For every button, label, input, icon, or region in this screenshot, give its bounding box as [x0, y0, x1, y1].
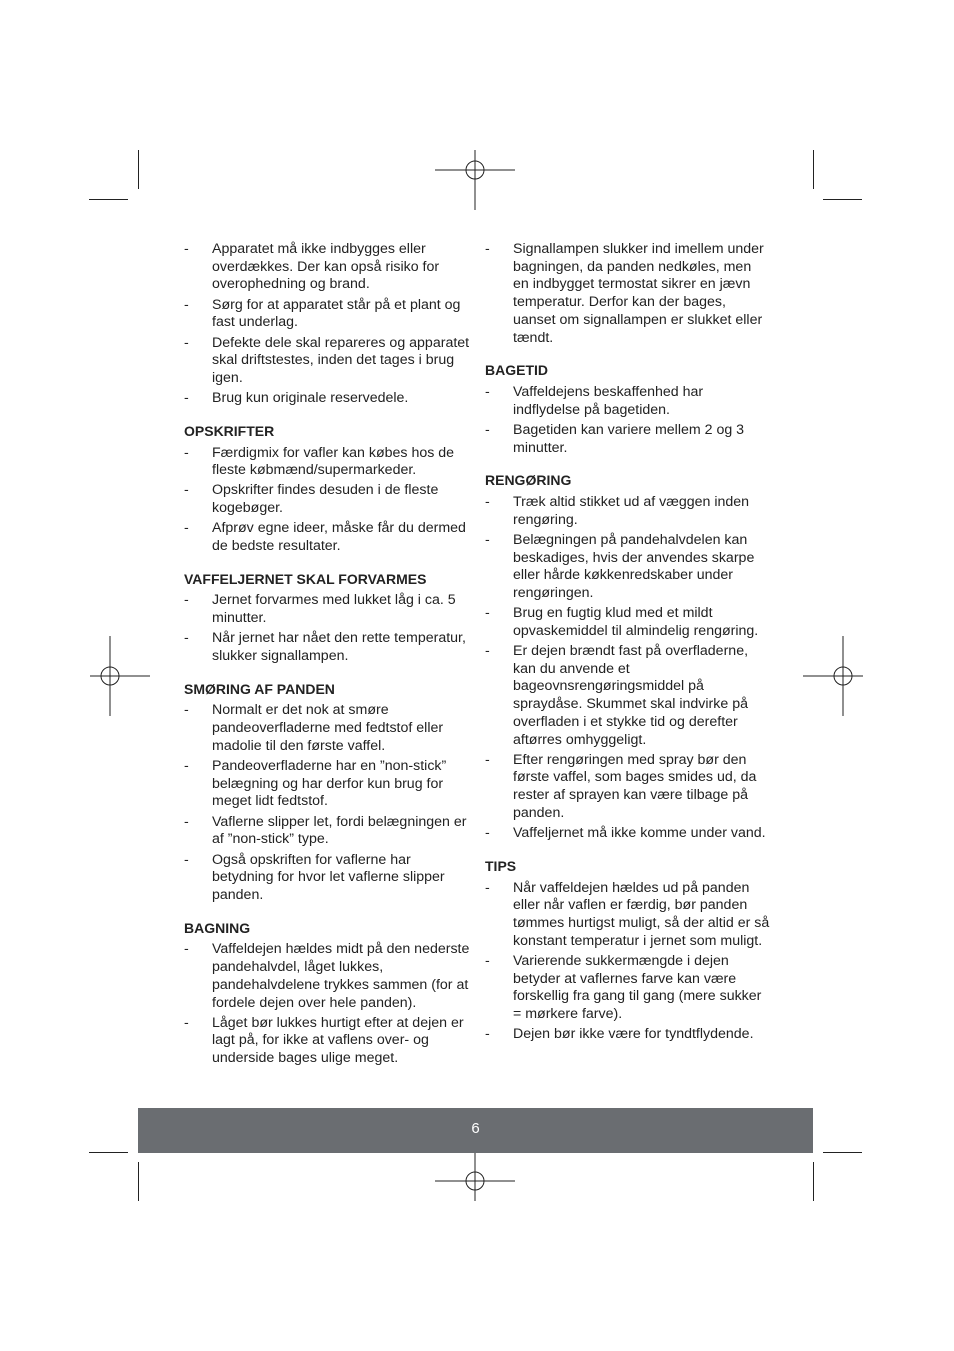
dash-bullet-icon: -: [485, 493, 490, 510]
list-item-text: Når jernet har nået den rette temperatur, slukker signallampen.: [212, 630, 466, 665]
list-item: [485, 643, 770, 749]
list-item-text: Sørg for at apparatet står på et plant og fast underlag.: [212, 296, 461, 331]
list-item: [184, 445, 474, 480]
list-item: [184, 702, 474, 755]
list-item-text: Låget bør lukkes hurtigt efter at dejen er lagt på, for ikke at vaflens over- og underside bages ulige meget.: [212, 1014, 464, 1067]
bullet-list: [184, 941, 474, 1067]
dash-bullet-icon: -: [184, 1014, 189, 1031]
section: [485, 241, 770, 347]
list-item: [184, 482, 474, 517]
list-item-text: Apparatet må ikke indbygges eller overdækkes. Der kan opså risiko for overophedning og brand.: [212, 241, 440, 293]
bullet-list: [184, 445, 474, 556]
dash-bullet-icon: -: [485, 643, 490, 660]
list-item-text: Efter rengøringen med spray bør den første vaffel, som bages smides ud, da rester af sprayen kan være tilbage på panden.: [513, 751, 757, 821]
left-column: [184, 241, 474, 1083]
dash-bullet-icon: -: [184, 296, 189, 313]
page-footer: [138, 1108, 813, 1153]
dash-bullet-icon: -: [485, 1026, 490, 1043]
registration-mark-icon: [435, 1141, 515, 1221]
list-item-text: Pandeoverfladerne har en ”non-stick” belægning og har derfor kun brug for meget lidt fedtstof.: [212, 758, 447, 810]
list-item-text: Varierende sukkermængde i dejen betyder at vaflernes farve kan være forskellig fra gang til gang (mere sukker = mørkere farve).: [513, 952, 762, 1022]
crop-mark: [823, 1152, 862, 1153]
section-heading: OPSKRIFTER: [184, 422, 275, 439]
list-item-text: Bagetiden kan variere mellem 2 og 3 minutter.: [513, 421, 745, 456]
dash-bullet-icon: -: [485, 531, 490, 548]
list-item: [485, 605, 770, 640]
list-item: [485, 422, 770, 457]
list-item: [485, 752, 770, 823]
crop-mark: [138, 1162, 139, 1201]
list-item: [184, 852, 474, 905]
list-item-text: Vaflerne slipper let, fordi belægningen er af ”non-stick” type.: [212, 813, 467, 848]
registration-mark-icon: [803, 636, 883, 716]
section: [485, 472, 770, 843]
registration-mark-icon: [435, 130, 515, 210]
dash-bullet-icon: -: [485, 421, 490, 438]
list-item-text: Træk altid stikket ud af væggen inden rengøring.: [513, 493, 750, 528]
dash-bullet-icon: -: [184, 851, 189, 868]
dash-bullet-icon: -: [184, 702, 189, 719]
section: [485, 858, 770, 1044]
page-number: 6: [471, 1120, 480, 1137]
list-item-text: Belægningen på pandehalvdelen kan beskadiges, hvis der anvendes skarpe eller hårde køkkenredskaber under rengøringen.: [513, 531, 755, 601]
list-item-text: Også opskriften for vaflerne har betydning for hvor let vaflerne slipper panden.: [212, 851, 445, 903]
right-column: [485, 241, 770, 1059]
list-item-text: Afprøv egne ideer, måske får du dermed de bedste resultater.: [212, 520, 466, 555]
list-item-text: Signallampen slukker ind imellem under bagningen, da panden nedkøles, men en indbygget termostat sikrer en jævn temperatur. Derfor kan der bages, uanset om signallampen er slukket eller tændt.: [513, 241, 764, 346]
section-heading: RENGØRING: [485, 472, 572, 489]
list-item-text: Brug kun originale reservedele.: [212, 390, 409, 407]
dash-bullet-icon: -: [184, 813, 189, 830]
list-item: [485, 825, 770, 843]
section: [184, 571, 474, 666]
dash-bullet-icon: -: [184, 482, 189, 499]
section-heading: SMØRING AF PANDEN: [184, 680, 335, 697]
dash-bullet-icon: -: [184, 444, 189, 461]
list-item: [184, 335, 474, 388]
dash-bullet-icon: -: [184, 334, 189, 351]
list-item: [485, 1026, 770, 1044]
crop-mark: [89, 1152, 128, 1153]
dash-bullet-icon: -: [184, 592, 189, 609]
crop-mark: [823, 199, 862, 200]
dash-bullet-icon: -: [184, 390, 189, 407]
dash-bullet-icon: -: [485, 825, 490, 842]
list-item: [485, 241, 770, 347]
dash-bullet-icon: -: [184, 758, 189, 775]
bullet-list: [485, 494, 770, 843]
dash-bullet-icon: -: [485, 383, 490, 400]
section: [485, 362, 770, 457]
dash-bullet-icon: -: [485, 952, 490, 969]
bullet-list: [485, 384, 770, 457]
list-item: [485, 494, 770, 529]
bullet-list: [184, 592, 474, 665]
list-item-text: Jernet forvarmes med lukket låg i ca. 5 minutter.: [212, 592, 456, 627]
list-item: [184, 390, 474, 408]
section-heading: VAFFELJERNET SKAL FORVARMES: [184, 570, 427, 587]
crop-mark: [813, 1162, 814, 1201]
dash-bullet-icon: -: [485, 879, 490, 896]
bullet-list: [485, 880, 770, 1044]
list-item: [485, 532, 770, 603]
list-item: [485, 384, 770, 419]
list-item-text: Dejen bør ikke være for tyndtflydende.: [513, 1026, 754, 1043]
section-heading: BAGETID: [485, 362, 548, 379]
dash-bullet-icon: -: [485, 605, 490, 622]
list-item: [485, 953, 770, 1024]
list-item: [485, 880, 770, 951]
list-item: [184, 241, 474, 294]
list-item-text: Normalt er det nok at smøre pandeoverfladerne med fedtstof eller madolie til den første vaffel.: [212, 702, 444, 754]
list-item-text: Vaffeljernet må ikke komme under vand.: [513, 825, 766, 842]
list-item-text: Brug en fugtig klud med et mildt opvaskemiddel til almindelig rengøring.: [513, 605, 759, 639]
bullet-list: [184, 702, 474, 904]
section: [184, 681, 474, 905]
section: [184, 241, 474, 408]
crop-mark: [89, 199, 128, 200]
section: [184, 920, 474, 1068]
section: [184, 423, 474, 556]
crop-mark: [813, 150, 814, 189]
registration-mark-icon: [70, 636, 150, 716]
dash-bullet-icon: -: [184, 630, 189, 647]
list-item: [184, 520, 474, 555]
dash-bullet-icon: -: [485, 241, 490, 257]
bullet-list: [184, 241, 474, 408]
list-item-text: Vaffeldejens beskaffenhed har indflydelse på bagetiden.: [513, 383, 704, 418]
list-item: [184, 297, 474, 332]
list-item: [184, 1015, 474, 1068]
list-item-text: Færdigmix for vafler kan købes hos de fleste købmænd/supermarkeder.: [212, 444, 455, 479]
dash-bullet-icon: -: [184, 241, 189, 257]
list-item-text: Opskrifter findes desuden i de fleste kogebøger.: [212, 482, 439, 517]
section-heading: TIPS: [485, 857, 517, 874]
list-item-text: Er dejen brændt fast på overfladerne, kan du anvende et bageovnsrengøringsmiddel på spraydåse. Skummet skal indvirke på overfladen i et stykke tid og derefter aftørres omhyggeligt.: [513, 643, 749, 748]
list-item: [184, 592, 474, 627]
dash-bullet-icon: -: [184, 941, 189, 958]
list-item-text: Defekte dele skal repareres og apparatet skal driftstestes, inden det tages i brug igen.: [212, 334, 470, 386]
list-item: [184, 758, 474, 811]
list-item: [184, 814, 474, 849]
list-item: [184, 941, 474, 1012]
dash-bullet-icon: -: [184, 520, 189, 537]
list-item-text: Vaffeldejen hældes midt på den nederste pandehalvdel, låget lukkes, pandehalvdelene trykkes sammen (for at fordele dejen over hele panden).: [212, 941, 470, 1011]
list-item: [184, 630, 474, 665]
crop-mark: [138, 150, 139, 189]
bullet-list: [485, 241, 770, 347]
list-item-text: Når vaffeldejen hældes ud på panden eller når vaflen er færdig, bør panden tømmes hurtigst muligt, så der altid er så konstant temperatur i jernet som muligt.: [513, 879, 770, 949]
section-heading: BAGNING: [184, 919, 251, 936]
dash-bullet-icon: -: [485, 751, 490, 768]
